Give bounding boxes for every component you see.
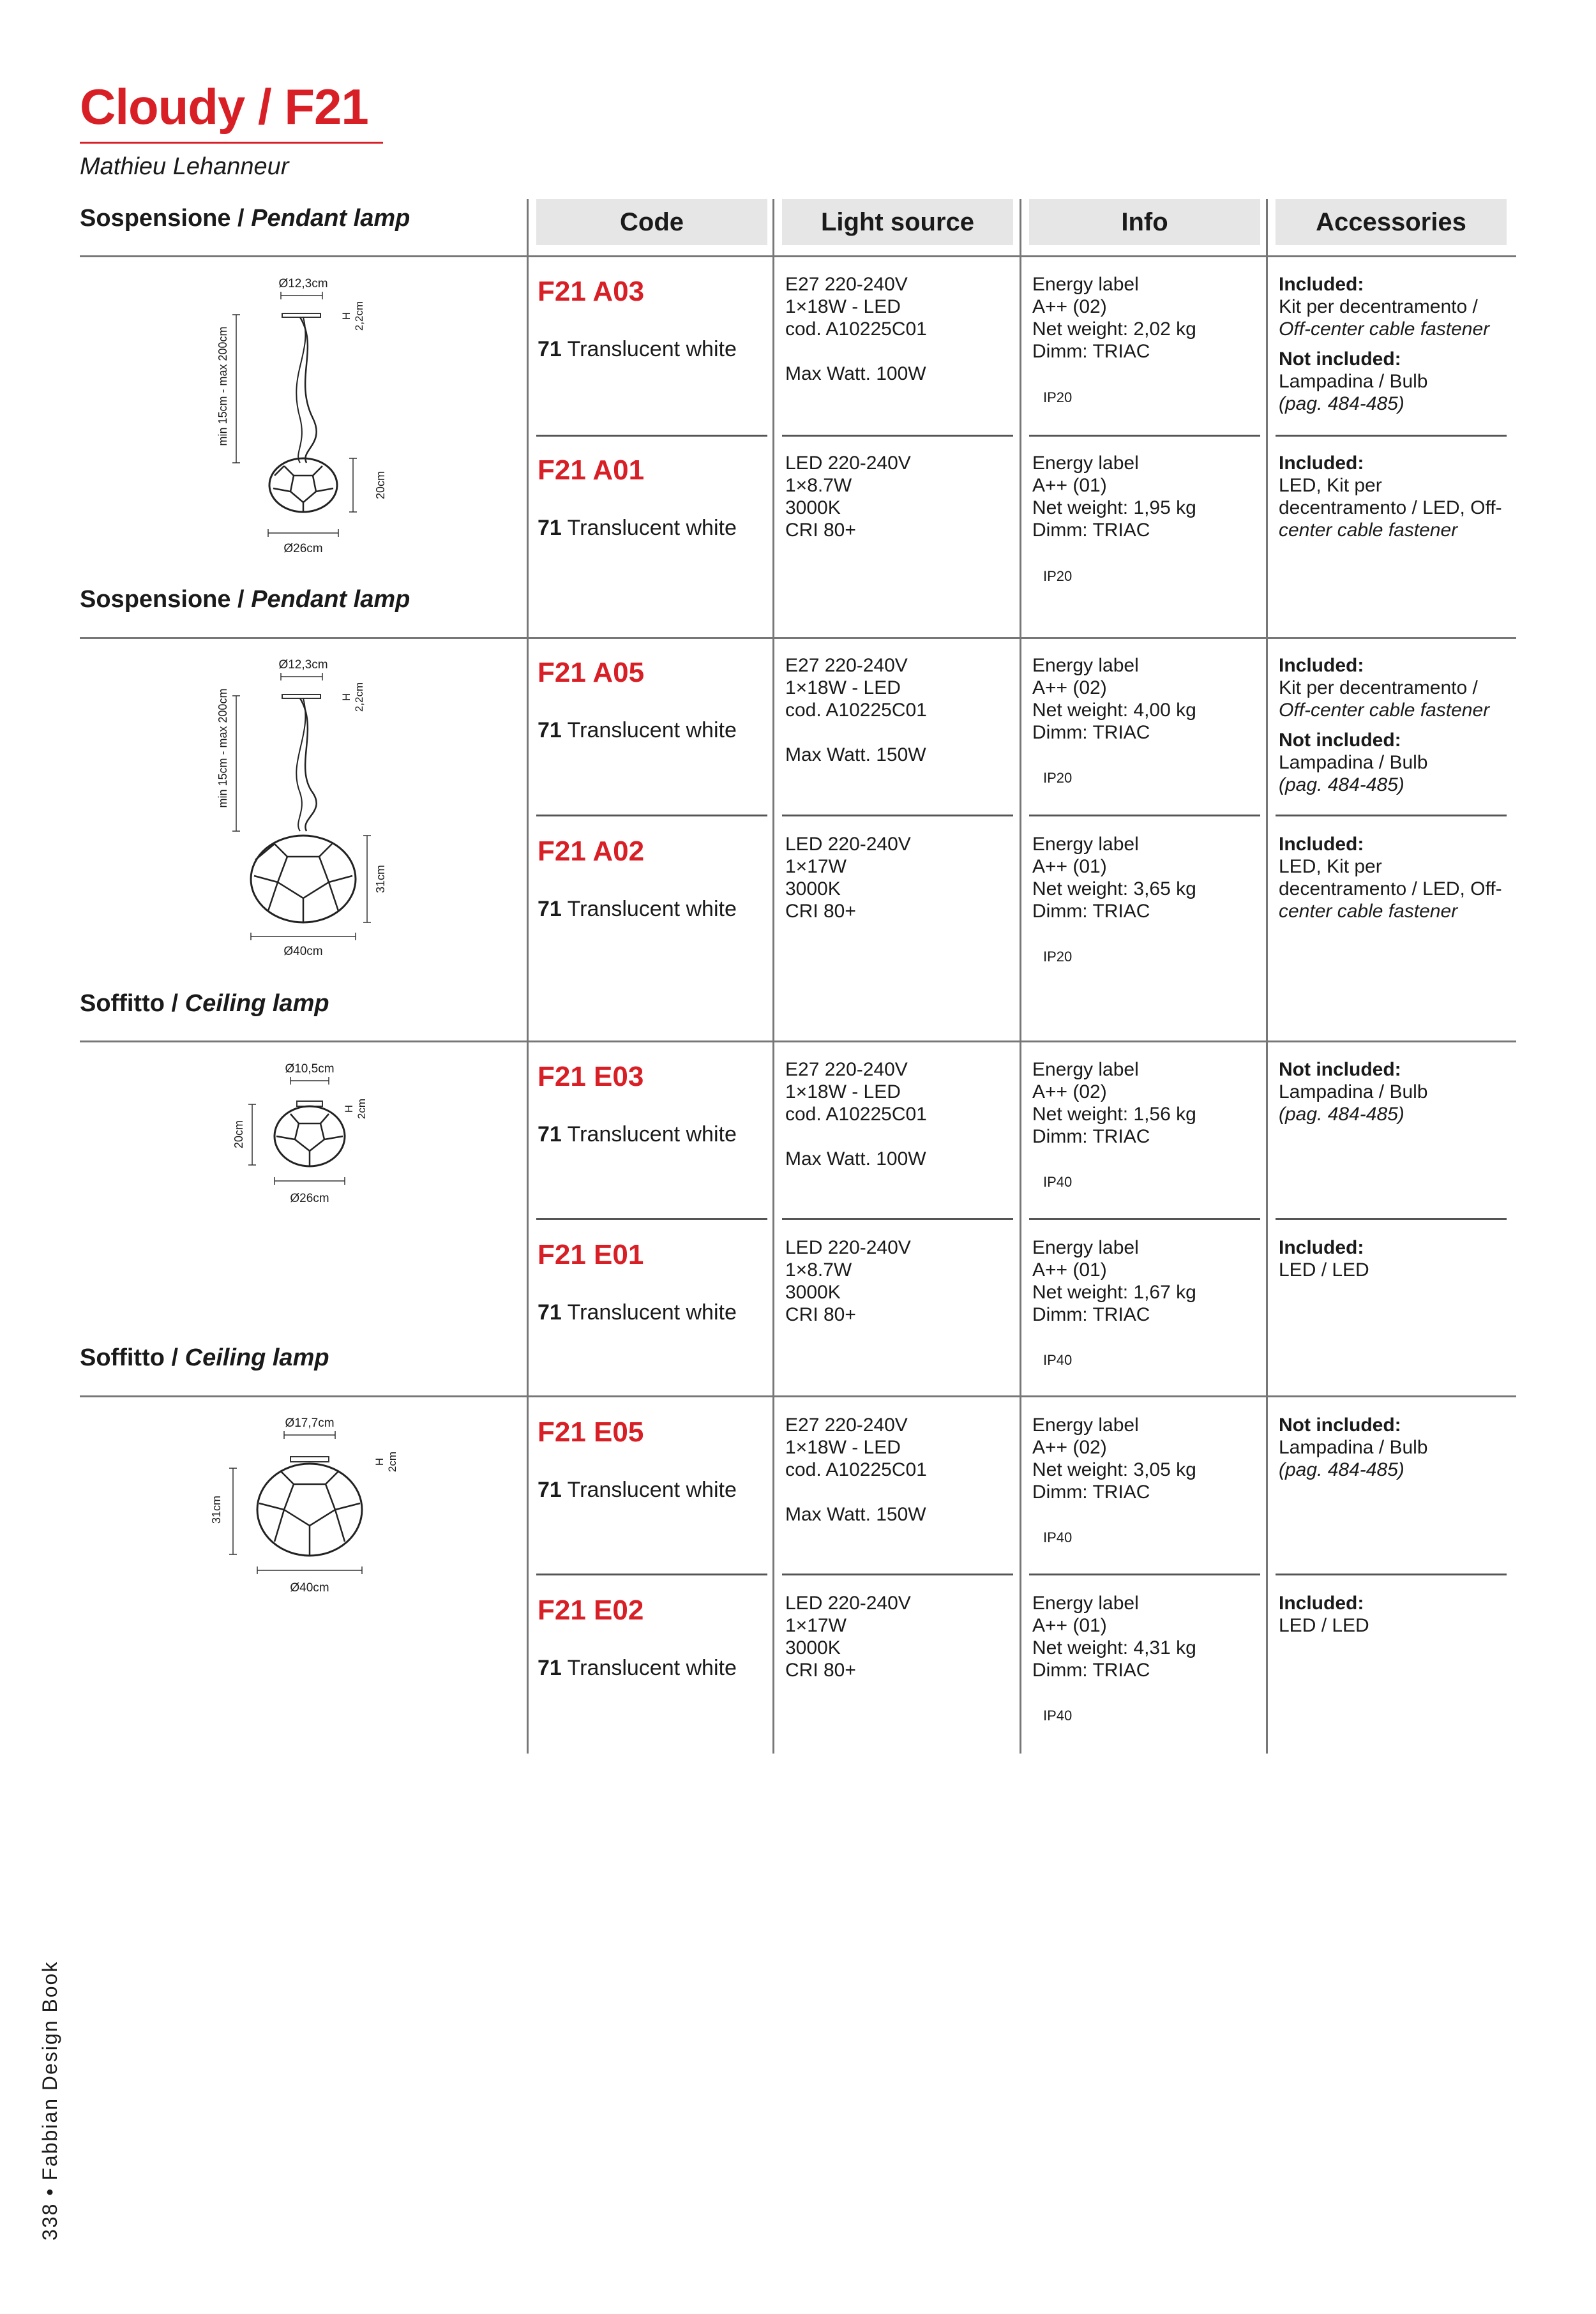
product-code: F21 E05 [538,1416,644,1448]
product-code: F21 A02 [538,836,645,867]
light-source: E27 220-240V 1×18W - LED cod. A10225C01 Max Watt. 100W [785,1059,927,1169]
dim-top-diameter: Ø17,7cm [285,1416,335,1430]
product-separator [1029,1574,1260,1575]
light-source: LED 220-240V 1×17W 3000K CRI 80+ [785,1593,911,1681]
product-code: F21 E02 [538,1595,644,1626]
accessories: Not included: Lampadina / Bulb (pag. 484-485) [1279,1059,1428,1125]
product-separator [1029,1218,1260,1220]
ip-rating: IP40 [1043,1174,1073,1190]
dim-body-height: 31cm [374,864,387,894]
section-label: Soffitto / Ceiling lamp [80,990,329,1017]
accessories: Included: LED / LED [1279,1237,1369,1281]
product-separator [1276,435,1507,437]
finish: 71 Translucent white [538,516,737,540]
ip-rating: IP40 [1043,1529,1073,1545]
pendant-large-diagram [204,652,409,965]
finish: 71 Translucent white [538,897,737,921]
info: Energy label A++ (01) Net weight: 1,95 kg Dimm: TRIAC [1032,453,1196,541]
dim-bottom-diameter: Ø26cm [283,542,323,555]
ip-rating: IP20 [1043,949,1073,965]
ip-rating: IP20 [1043,568,1073,584]
info: Energy label A++ (01) Net weight: 4,31 kg Dimm: TRIAC [1032,1593,1196,1681]
info: Energy label A++ (01) Net weight: 3,65 kg Dimm: TRIAC [1032,834,1196,922]
product-code: F21 A05 [538,657,645,688]
ceiling-small-diagram [217,1056,409,1216]
accessories: Included: LED, Kit per decentramento / LED, Off- center cable fastener [1279,834,1502,922]
dim-cable-length: min 15cm - max 200cm [216,326,229,446]
row-divider [80,255,1516,257]
ip-rating: IP40 [1043,1352,1073,1368]
accessories: Included: Kit per decentramento / Off-center cable fastener Not included: Lampadina / Bulb (pag. 484-485) [1279,655,1490,795]
light-source: E27 220-240V 1×18W - LED cod. A10225C01 Max Watt. 150W [785,1415,927,1525]
dim-bottom-diameter: Ø40cm [290,1581,329,1595]
dim-canopy-height: H2,2cm [340,682,365,712]
page-title: Cloudy / F21 [80,79,368,135]
product-code: F21 E01 [538,1239,644,1270]
product-separator [1276,1574,1507,1575]
dim-side-height: 20cm [232,1120,245,1149]
info: Energy label A++ (02) Net weight: 3,05 kg Dimm: TRIAC [1032,1415,1196,1503]
accessories: Included: LED / LED [1279,1593,1369,1636]
finish: 71 Translucent white [538,718,737,742]
accessories: Included: LED, Kit per decentramento / LED, Off- center cable fastener [1279,453,1502,541]
row-divider [80,1395,1516,1397]
section-label: Sospensione / Pendant lamp [80,586,410,613]
column-divider [527,199,529,1754]
product-separator [782,815,1013,816]
column-divider [1266,199,1268,1754]
product-separator [782,435,1013,437]
ceiling-large-diagram [204,1411,409,1602]
header-info: Info [1029,199,1260,245]
dim-top-diameter: Ø12,3cm [278,277,328,290]
product-separator [782,1574,1013,1575]
header-code: Code [536,199,767,245]
header-light-source: Light source [782,199,1013,245]
finish: 71 Translucent white [538,337,737,361]
pendant-small-diagram [204,271,409,565]
dim-top-diameter: Ø10,5cm [285,1062,335,1076]
product-code: F21 A01 [538,455,645,486]
dim-cable-length: min 15cm - max 200cm [216,688,229,808]
info: Energy label A++ (02) Net weight: 4,00 kg Dimm: TRIAC [1032,655,1196,743]
row-divider [80,1041,1516,1042]
light-source: E27 220-240V 1×18W - LED cod. A10225C01 Max Watt. 150W [785,655,927,765]
column-divider [772,199,774,1754]
dim-bottom-diameter: Ø26cm [290,1192,329,1205]
section-label: Sospensione / Pendant lamp [80,205,410,232]
product-separator [1276,1218,1507,1220]
row-divider [80,637,1516,639]
dim-bottom-diameter: Ø40cm [283,945,323,958]
finish: 71 Translucent white [538,1300,737,1325]
product-separator [536,1574,767,1575]
title-underline [80,142,383,144]
section-label: Soffitto / Ceiling lamp [80,1344,329,1371]
finish: 71 Translucent white [538,1478,737,1502]
dim-side-height: 31cm [210,1495,223,1524]
product-separator [1029,815,1260,816]
light-source: LED 220-240V 1×17W 3000K CRI 80+ [785,834,911,922]
product-code: F21 E03 [538,1061,644,1092]
dim-top-diameter: Ø12,3cm [278,658,328,672]
accessories: Included: Kit per decentramento / Off-center cable fastener Not included: Lampadina / Bulb (pag. 484-485) [1279,274,1490,414]
ip-rating: IP20 [1043,770,1073,786]
info: Energy label A++ (02) Net weight: 2,02 kg Dimm: TRIAC [1032,274,1196,362]
product-separator [782,1218,1013,1220]
dim-canopy-height: H2cm [343,1098,368,1120]
product-separator [536,815,767,816]
product-separator [1276,815,1507,816]
info: Energy label A++ (01) Net weight: 1,67 kg Dimm: TRIAC [1032,1237,1196,1325]
dim-canopy-height: H2cm [373,1451,398,1473]
info: Energy label A++ (02) Net weight: 1,56 kg Dimm: TRIAC [1032,1059,1196,1147]
ip-rating: IP40 [1043,1708,1073,1724]
finish: 71 Translucent white [538,1656,737,1680]
finish: 71 Translucent white [538,1122,737,1146]
page-footer: 338 • Fabbian Design Book [38,1960,61,2241]
header-accessories: Accessories [1276,199,1507,245]
light-source: E27 220-240V 1×18W - LED cod. A10225C01 Max Watt. 100W [785,274,927,384]
product-separator [536,435,767,437]
designer-name: Mathieu Lehanneur [80,153,289,180]
dim-canopy-height: H2,2cm [340,301,365,331]
product-separator [1029,435,1260,437]
light-source: LED 220-240V 1×8.7W 3000K CRI 80+ [785,1237,911,1325]
accessories: Not included: Lampadina / Bulb (pag. 484-485) [1279,1415,1428,1480]
ip-rating: IP20 [1043,389,1073,405]
dim-body-height: 20cm [374,470,387,500]
light-source: LED 220-240V 1×8.7W 3000K CRI 80+ [785,453,911,541]
product-code: F21 A03 [538,276,645,307]
product-separator [536,1218,767,1220]
column-divider [1020,199,1021,1754]
